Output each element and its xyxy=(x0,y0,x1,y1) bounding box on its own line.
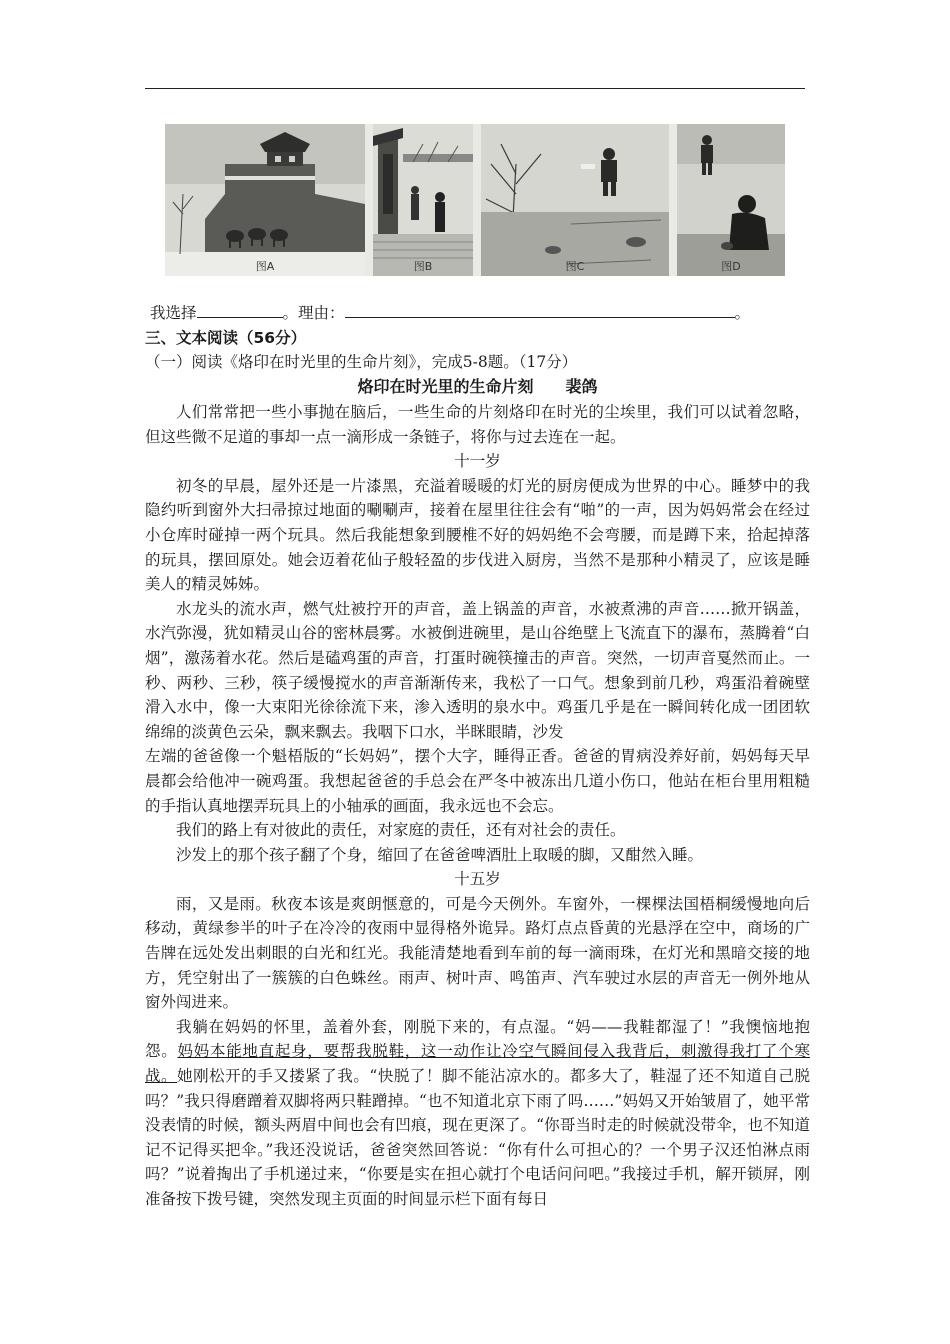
choice-line xyxy=(150,301,815,326)
figure-a-label: 图A xyxy=(255,260,275,273)
reason-prompt: 。理由： xyxy=(282,304,345,322)
paragraph-7 xyxy=(145,1015,810,1212)
article-body xyxy=(145,400,810,1212)
section-heading: 三、文本阅读（56分） xyxy=(145,329,307,347)
figure-b-label: 图B xyxy=(413,260,433,273)
underlined-sentence: 妈妈本能地直起身，要帮我脱鞋，这一动作让冷空气瞬间侵入我背后，刺激得我打了个寒战。 xyxy=(145,1042,810,1086)
figure-c xyxy=(481,124,669,276)
reason-end: 。 xyxy=(734,304,751,322)
paragraph-7-start: 我躺在妈妈的怀里，盖着外套，刚脱下来的，有点湿。“妈——我鞋都湿了！”我懊恼地抱怨。 xyxy=(145,1017,810,1061)
choice-blank[interactable] xyxy=(197,301,283,318)
figure-d xyxy=(677,124,785,276)
figure-b-illustration xyxy=(373,124,473,276)
figure-a xyxy=(165,124,365,276)
figure-c-label: 图C xyxy=(565,260,585,273)
figure-strip xyxy=(165,124,785,276)
article-title: 烙印在时光里的生命片刻 裴鸽 xyxy=(357,377,598,396)
figure-b xyxy=(373,124,473,276)
figure-c-illustration xyxy=(481,124,669,276)
paragraph-2: 水龙头的流水声，燃气灶被拧开的声音，盖上锅盖的声音，水被煮沸的声音……掀开锅盖，水汽弥漫，犹如精灵山谷的密林晨雾。水被倒进碗里，是山谷绝壁上飞流直下的瀑布，蒸腾着“白烟”，激荡着水花。然后是磕鸡蛋的声音，打蛋时碗筷撞击的声音。突然，一切声音戛然而止。一秒、两秒、三秒，筷子缓慢搅水的声音渐渐传来，我松了一口气。想象到前几秒，鸡蛋沿着碗壁滑入水中，像一大束阳光徐徐流下来，渗入透明的泉水中。鸡蛋几乎是在一瞬间转化成一团团软绵绵的淡黄色云朵，飘来飘去。我咽下口水，半眯眼睛，沙发 xyxy=(145,599,810,741)
header-rule xyxy=(145,88,805,89)
reason-blank[interactable] xyxy=(345,301,735,318)
paragraph-4: 我们的路上有对彼此的责任，对家庭的责任，还有对社会的责任。 xyxy=(176,821,626,840)
paragraph-7-rest: 她刚松开的手又搂紧了我。“快脱了！脚不能沾凉水的。都多大了，鞋湿了还不知道自己脱吗？”我只得磨蹭着双脚将两只鞋蹭掉。“也不知道北京下雨了吗……”妈妈又开始皱眉了，她平常没表情的时候，额头两眉中间也会有凹痕，现在更深了。“你哥当时走的时候就没带伞，也不知道记不记得买把伞。”我还没说话，爸爸突然回答说：“你有什么可担心的？一个男子汉还怕淋点雨吗？”说着掏出了手机递过来，“你要是实在担心就打个电话问问吧。”我接过手机，解开锁屏，刚准备按下拨号键，突然发现主页面的时间显示栏下面有每日 xyxy=(145,1067,810,1208)
heading-age-11: 十一岁 xyxy=(454,452,501,471)
paragraph-6: 雨，又是雨。秋夜本该是爽朗惬意的，可是今天例外。车窗外，一棵棵法国梧桐缓慢地向后移动，黄绿参半的叶子在冷冷的夜雨中显得格外诡异。路灯点点昏黄的光悬浮在空中，商场的广告牌在远处发出刺眼的白光和红光。我能清楚地看到车前的每一滴雨珠，在灯光和黑暗交接的地方，凭空射出了一簇簇的白色蛛丝。雨声、树叶声、鸣笛声、汽车驶过水层的声音无一例外地从窗外闯进来。 xyxy=(145,894,810,1012)
figure-d-illustration xyxy=(677,124,785,276)
figure-d-label: 图D xyxy=(721,260,741,273)
paragraph-3: 左端的爸爸像一个魁梧版的“长妈妈”，摆个大字，睡得正香。爸爸的胃病没养好前，妈妈每天早晨都会给他冲一碗鸡蛋。我想起爸爸的手总会在严冬中被冻出几道小伤口，他站在柜台里用粗糙的手指认真地摆弄玩具上的小轴承的画面，我永远也不会忘。 xyxy=(145,747,810,815)
choice-prompt: 我选择 xyxy=(150,304,197,322)
paragraph-1: 初冬的早晨，屋外还是一片漆黑，充溢着暖暖的灯光的厨房便成为世界的中心。睡梦中的我隐约听到窗外大扫帚掠过地面的唰唰声，接着在屋里往往会有“啪”的一声，因为妈妈常会在经过小仓库时碰掉一两个玩具。然后我能想象到腰椎不好的妈妈绝不会弯腰，而是蹲下来，拾起掉落的玩具，摆回原处。她会迈着花仙子般轻盈的步伐进入厨房，当然不是那种小精灵了，应该是睡美人的精灵姊姊。 xyxy=(145,476,810,594)
paragraph-5: 沙发上的那个孩子翻了个身，缩回了在爸爸啤酒肚上取暖的脚，又酣然入睡。 xyxy=(176,845,704,864)
heading-age-15: 十五岁 xyxy=(454,870,501,889)
intro-paragraph: 人们常常把一些小事抛在脑后，一些生命的片刻烙印在时光的尘埃里，我们可以试着忽略，但这些微不足道的事却一点一滴形成一条链子，将你与过去连在一起。 xyxy=(145,403,810,446)
figure-a-illustration xyxy=(165,124,365,276)
task-line: （一）阅读《烙印在时光里的生命片刻》，完成5-8题。（17分） xyxy=(145,353,578,371)
